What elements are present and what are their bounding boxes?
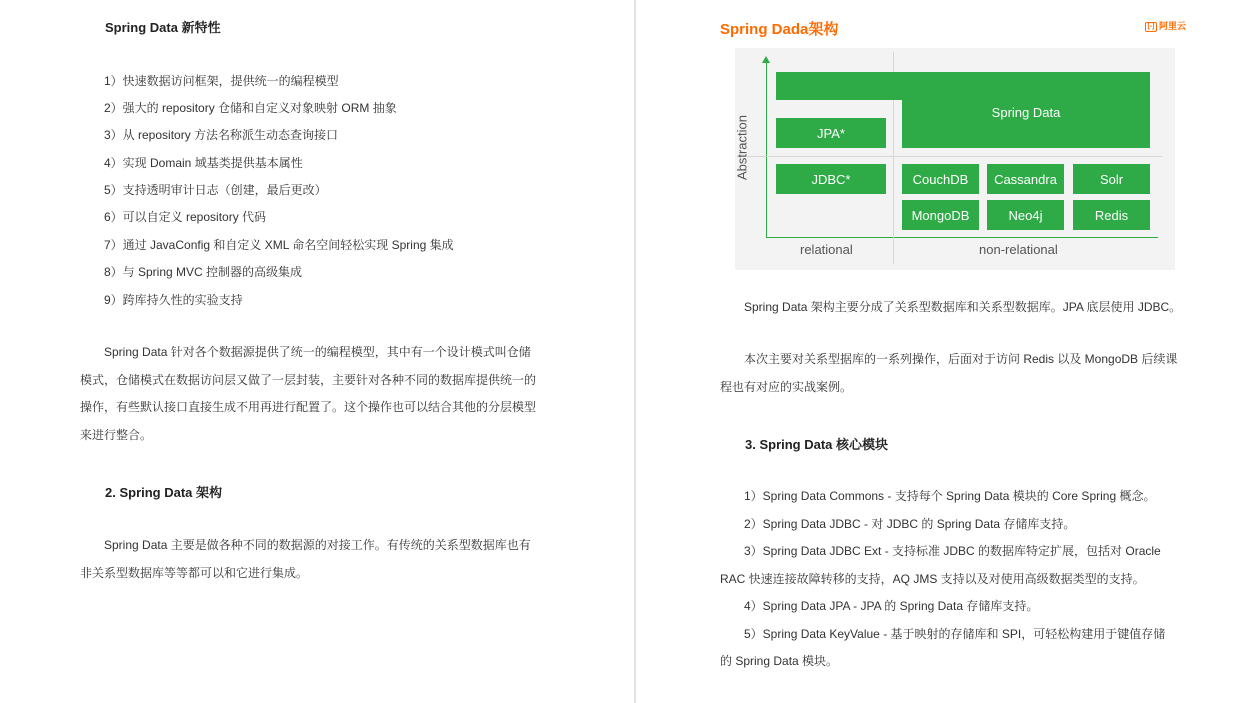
solr-box [1073,164,1150,194]
diagram-title: Spring Dada架构 [720,21,839,38]
logo-text: 阿里云 [1159,21,1187,31]
course-paragraph [720,346,1177,401]
redis-label: Redis [1094,207,1129,223]
mongodb-box [902,200,979,230]
jpa-label: JPA* [817,125,845,141]
x-axis-label-relational: relational [800,242,853,257]
jdbc-label: JDBC* [811,171,851,187]
list-item: 5）Spring Data KeyValue - 基于映射的存储库和 SPI，可轻松构建用于键值存储 [744,626,1166,641]
list-item-continued: RAC 快速连接故障转移的支持，AQ JMS 支持以及对使用高级数据类型的支持。 [720,571,1145,586]
neo4j-box [987,200,1064,230]
cassandra-box [987,164,1064,194]
list-item: 6）可以自定义 repository 代码 [104,210,267,224]
list-item: 4）实现 Domain 域基类提供基本属性 [104,156,303,170]
cassandra-label: Cassandra [994,171,1057,187]
list-item: 2）强大的 repository 仓储和自定义对象映射 ORM 抽象 [104,101,397,115]
y-axis-line [766,62,767,238]
page-divider [634,0,636,703]
couchdb-box [902,164,979,194]
logo-mark: [-] [1145,22,1157,32]
x-axis-label-non-relational: non-relational [979,242,1058,257]
arch-section-title: 2. Spring Data 架构 [105,485,223,500]
y-axis-arrow-icon [762,56,770,63]
modules-list [720,483,1165,676]
paragraph-line: 来进行整合。 [80,427,153,442]
mongodb-label: MongoDB [911,207,970,223]
list-item: 8）与 Spring MVC 控制器的高级集成 [104,265,303,279]
grid-divider-horizontal [737,156,1162,157]
paragraph-line: Spring Data 主要是做各种不同的数据源的对接工作。有传统的关系型数据库也有 [104,538,531,552]
jpa-box [776,118,886,148]
list-item-continued: 的 Spring Data 模块。 [720,654,839,668]
list-item: 9）跨库持久性的实验支持 [104,293,243,307]
spring-data-box [902,72,1150,148]
spring-data-label: Spring Data [991,104,1061,120]
aliyun-logo [1145,19,1186,32]
couchdb-label: CouchDB [912,171,969,187]
list-item: 3）Spring Data JDBC Ext - 支持标准 JDBC 的数据库特定扩展，包括对 Oracle [744,544,1161,558]
features-title: Spring Data 新特性 [105,20,221,35]
solr-label: Solr [1099,171,1124,187]
arch-desc: Spring Data 架构主要分成了关系型数据库和关系型数据库。JPA 底层使用 JDBC。 [744,300,1182,314]
modules-section-title: 3. Spring Data 核心模块 [745,437,889,452]
list-item: 1）Spring Data Commons - 支持每个 Spring Data 模块的 Core Spring 概念。 [744,489,1156,503]
paragraph-line: 操作，有些默认接口直接生成不用再进行配置了。这个操作也可以结合其他的分层模型 [80,400,537,414]
paragraph-line: 非关系型数据库等等都可以和它进行集成。 [80,565,309,580]
redis-box [1073,200,1150,230]
neo4j-label: Neo4j [1008,207,1043,223]
paragraph-line: 模式，仓储模式在数据访问层又做了一层封装，主要针对各种不同的数据库提供统一的 [80,372,537,387]
list-item: 3）从 repository 方法名称派生动态查询接口 [104,128,339,142]
arch-paragraph [80,532,531,587]
jdbc-box [776,164,886,194]
paragraph-line: 本次主要对关系型据库的一系列操作，后面对于访问 Redis 以及 MongoDB 后续课 [744,352,1178,366]
list-item: 7）通过 JavaConfig 和自定义 XML 命名空间轻松实现 Spring 集成 [104,238,454,252]
y-axis-label: Abstraction [734,114,750,181]
list-item: 5）支持透明审计日志（创建，最后更改） [104,183,327,197]
paragraph-line: Spring Data 针对各个数据源提供了统一的编程模型，其中有一个设计模式叫仓储 [104,345,531,359]
list-item: 1）快速数据访问框架，提供统一的编程模型 [104,74,339,88]
list-item: 4）Spring Data JPA - JPA 的 Spring Data 存储库支持。 [744,599,1039,613]
x-axis-line [766,237,1158,238]
paragraph-line: 程也有对应的实战案例。 [720,379,853,394]
intro-paragraph [80,339,536,449]
list-item: 2）Spring Data JDBC - 对 JDBC 的 Spring Data 存储库支持。 [744,516,1076,531]
